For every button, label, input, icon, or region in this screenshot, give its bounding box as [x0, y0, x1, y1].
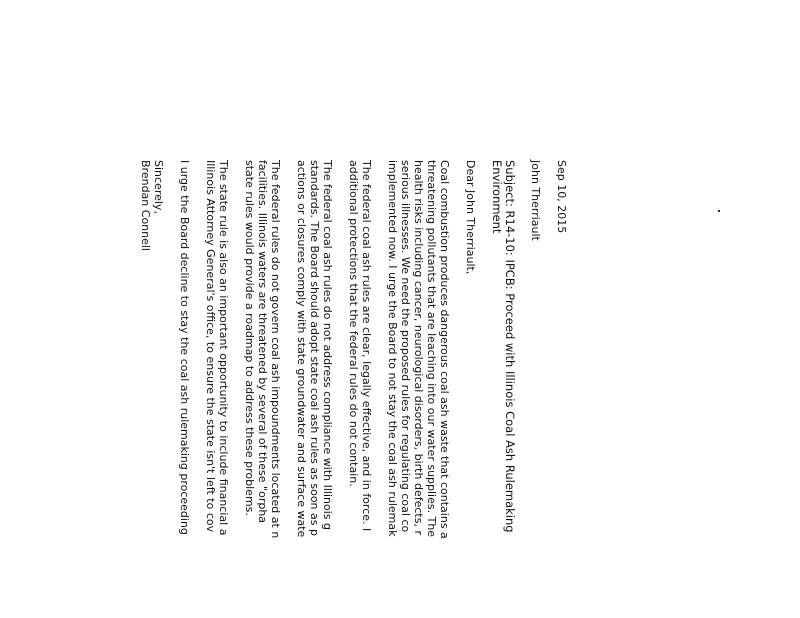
paragraph-line: additional protections that the federal rules do not contain. — [347, 160, 360, 487]
scan-speck — [718, 210, 720, 212]
paragraph-line: threatening pollutants that are leaching into our water supplies. The — [425, 160, 438, 538]
paragraph-2 — [347, 160, 373, 618]
paragraph-3 — [295, 160, 334, 618]
sender-name: Brendan Connell — [139, 160, 152, 251]
letter-salutation: Dear John Therriault, — [464, 160, 477, 275]
letter-body — [139, 160, 568, 618]
closing-request: I urge the Board decline to stay the coal ash rulemaking proceeding — [178, 160, 191, 535]
paragraph-line: facilities. Illinois waters are threatened by several of these "orpha — [256, 160, 269, 524]
paragraph-line: implemented now. I urge the Board to not stay the coal ash rulemak — [386, 160, 399, 537]
paragraph-line: Illinois Attorney General's office, to ensure the state isn't left to cov — [204, 160, 217, 533]
paragraph-line: serious illnesses. We need the proposed rules for regulating coal co — [399, 160, 412, 533]
letter-subject-line-1: Subject: R14-10: IPCB: Proceed with Illinois Coal Ash Rulemaking — [503, 160, 517, 533]
paragraph-5 — [204, 160, 230, 618]
sign-off: Sincerely, — [152, 160, 165, 214]
paragraph-line: actions or closures comply with state groundwater and surface wate — [295, 160, 308, 538]
paragraph-line: state rules would provide a roadmap to address these problems. — [243, 160, 256, 516]
paragraph-line: The state rule is also an important opportunity to include financial a — [217, 160, 230, 536]
paragraph-line: standards. The Board should adopt state coal ash rules as soon as p — [308, 160, 321, 536]
paragraph-line: health risks including cancer, neurological disorders, birth defects, r — [412, 160, 425, 535]
letter-recipient: John Therriault — [529, 160, 542, 241]
paragraph-4 — [243, 160, 282, 618]
letter-date: Sep 10, 2015 — [555, 160, 568, 234]
paragraph-line: The federal coal ash rules are clear, legally effective, and in force. I — [360, 160, 373, 532]
paragraph-line: The federal coal ash rules do not address compliance with Illinois g — [321, 160, 334, 530]
paragraph-line: The federal rules do not govern coal ash impoundments located at n — [269, 160, 282, 539]
letter-subject-line-2: Environment — [490, 160, 504, 234]
paragraph-line: Coal combustion produces dangerous coal ash waste that contains a — [438, 160, 451, 539]
paragraph-1 — [386, 160, 451, 618]
